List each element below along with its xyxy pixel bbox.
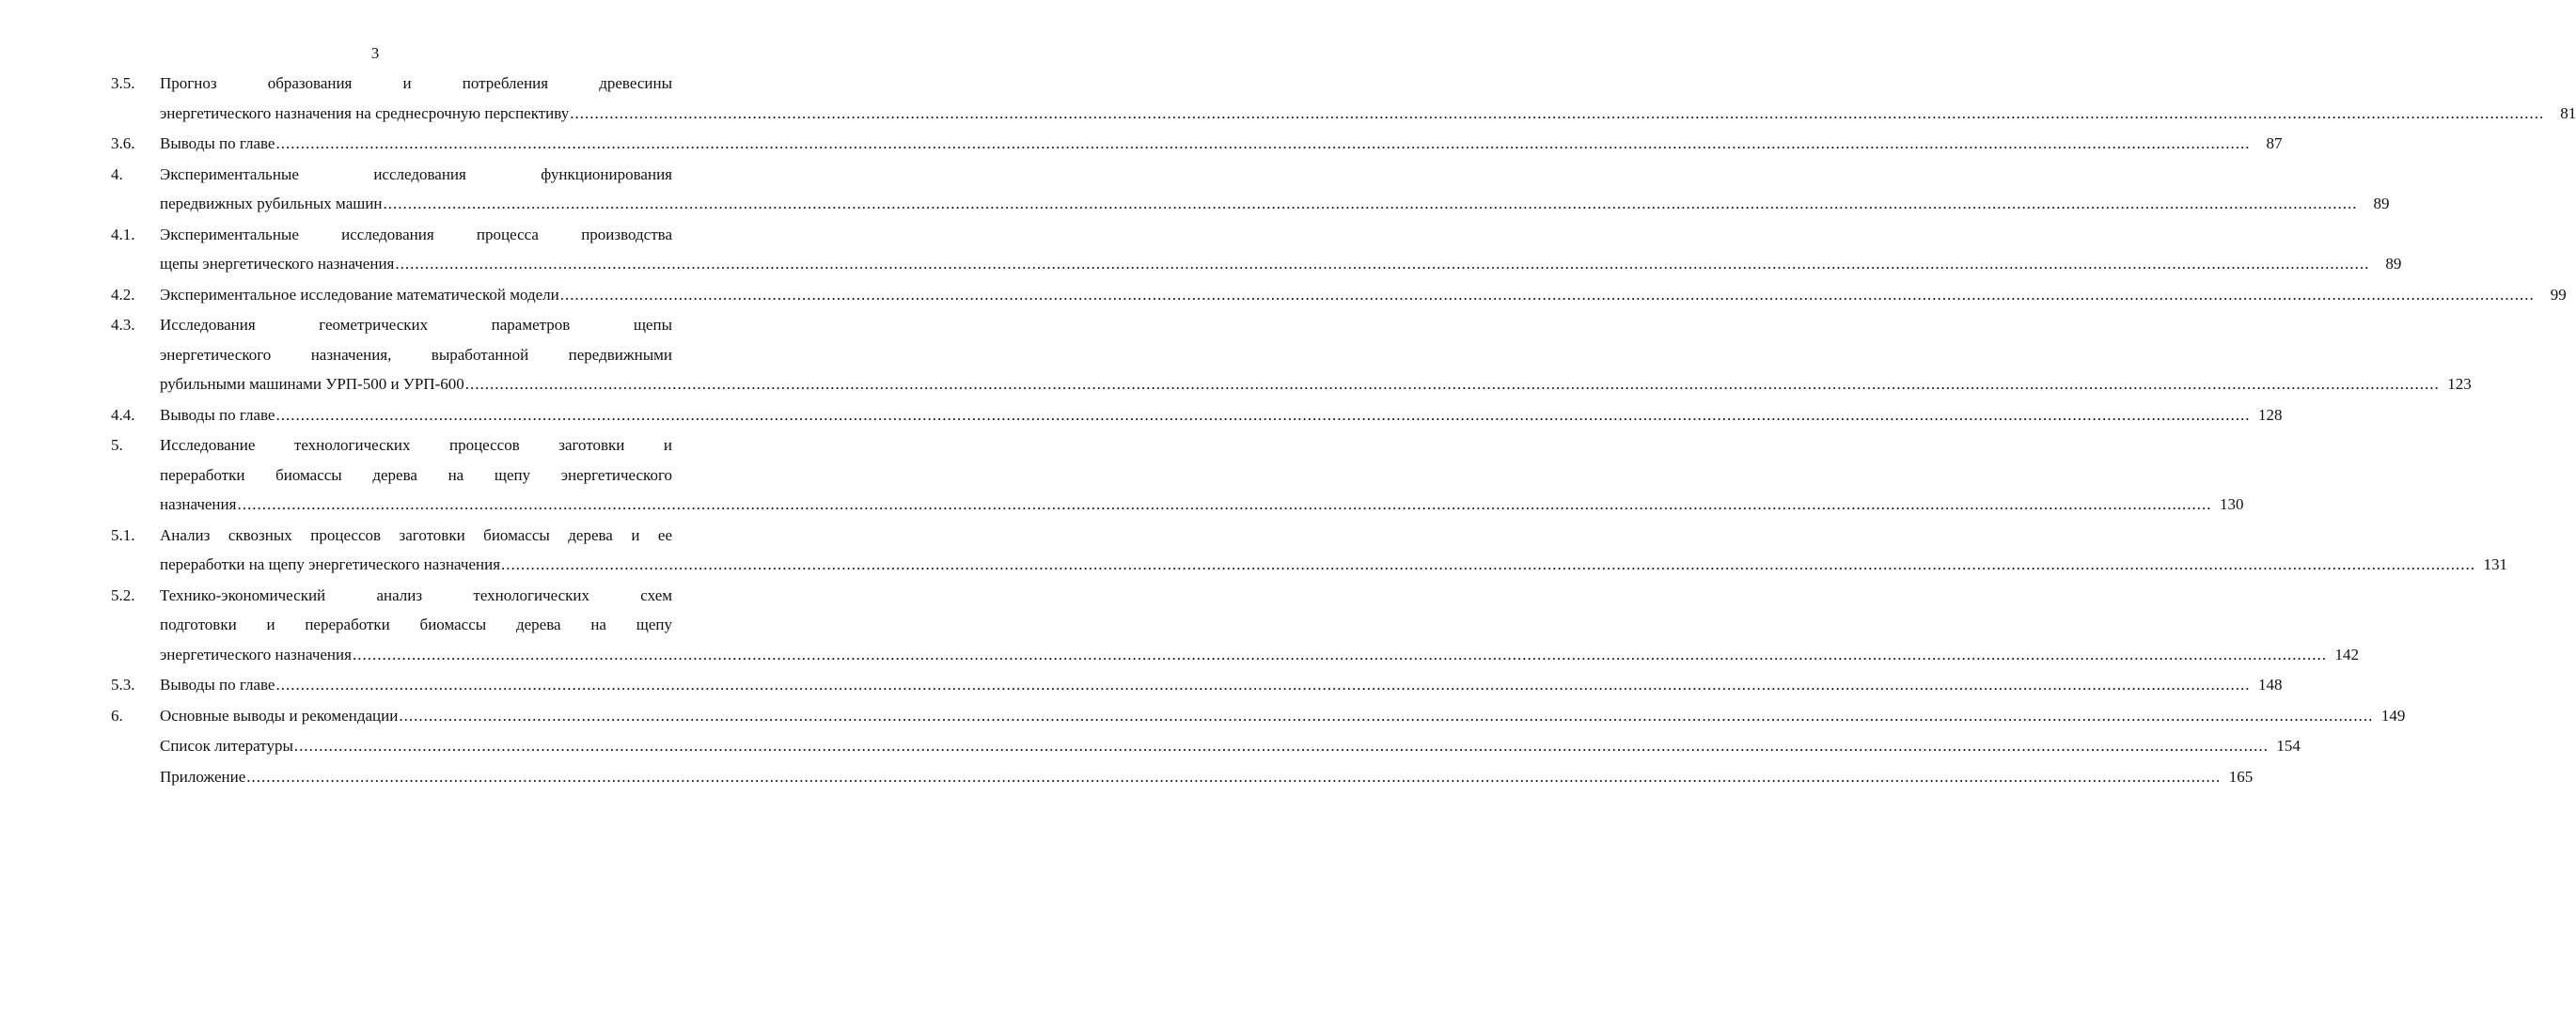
toc-entry-page: 154: [2276, 737, 2301, 755]
dot-leader: ................................................................................................................................................................................................................................................................................................................................................................................................................: [246, 767, 2222, 786]
toc-entry-body: [160, 310, 2472, 399]
dot-leader: ................................................................................................................................................................................................................................................................................................................................................................................................................: [293, 737, 2269, 755]
dot-leader: ................................................................................................................................................................................................................................................................................................................................................................................................................: [464, 375, 2440, 393]
toc-entry-page: 165: [2228, 767, 2254, 786]
toc-entry-body: [160, 581, 2359, 670]
toc-entry-leader-line: [160, 701, 2406, 731]
toc-entry[interactable]: [111, 430, 2244, 520]
toc-entry[interactable]: [111, 731, 2301, 761]
toc-entry-title: назначения: [160, 495, 237, 513]
toc-entry-title-line: переработки биомассы дерева на щепу энергетического: [160, 465, 672, 484]
toc-entry-number: 4.1.: [111, 225, 135, 243]
dot-leader: ................................................................................................................................................................................................................................................................................................................................................................................................................: [352, 645, 2327, 663]
toc-entry[interactable]: [111, 310, 2472, 399]
toc-entry-title-line: Анализ сквозных процессов заготовки биомассы дерева и ее: [160, 525, 672, 544]
toc-entry-body: [160, 280, 2567, 310]
toc-entry-number: 3.6.: [111, 134, 135, 152]
toc-entry-title-line: Экспериментальные исследования функционирования: [160, 164, 672, 183]
toc-entry-title: энергетического назначения: [160, 645, 352, 663]
toc-entry-title: Приложение: [160, 767, 246, 786]
dot-leader: ................................................................................................................................................................................................................................................................................................................................................................................................................: [399, 706, 2374, 725]
toc-entry-title: Выводы по главе: [160, 405, 275, 424]
toc-entry-title: щепы энергетического назначения: [160, 255, 395, 273]
toc-entry-page: 81: [2560, 103, 2576, 122]
toc-entry-body: [160, 430, 2244, 520]
toc-entry-number: 4.3.: [111, 316, 135, 334]
toc-entry-leader-line: [160, 640, 2359, 670]
toc-entry-title: Основные выводы и рекомендации: [160, 706, 399, 725]
toc-entry-title: Выводы по главе: [160, 676, 275, 694]
toc-entry-page: 128: [2257, 405, 2283, 424]
toc-entry-number: 6.: [111, 706, 123, 725]
toc-entry-number: 3.5.: [111, 74, 135, 92]
toc-entry[interactable]: [111, 160, 2390, 219]
toc-entry-page: 142: [2334, 645, 2359, 663]
toc-entry-leader-line: [160, 670, 2283, 700]
toc-entry-body: [160, 670, 2283, 700]
toc-entry-title-line: энергетического назначения, выработанной передвижными: [160, 345, 672, 364]
toc-entry-number: 4.: [111, 164, 123, 183]
toc-entry-page: 89: [2373, 195, 2390, 212]
toc-entry-title: Список литературы: [160, 737, 293, 755]
toc-entry[interactable]: [111, 129, 2283, 159]
toc-entry-number: 5.2.: [111, 585, 135, 604]
dot-leader: ................................................................................................................................................................................................................................................................................................................................................................................................................: [237, 495, 2212, 513]
toc-entry[interactable]: [111, 521, 2508, 580]
dot-leader: ................................................................................................................................................................................................................................................................................................................................................................................................................: [275, 134, 2251, 152]
toc-entry-title-line: подготовки и переработки биомассы дерева на щепу: [160, 616, 672, 633]
toc-entry-body: [160, 521, 2508, 580]
toc-entry[interactable]: [111, 400, 2283, 430]
toc-entry-body: [160, 400, 2283, 430]
toc-entry[interactable]: [111, 670, 2283, 700]
toc-entry-number: 4.2.: [111, 285, 135, 304]
toc-entry-leader-line: [160, 280, 2567, 310]
toc-entry[interactable]: [111, 701, 2406, 731]
toc-entry-title-line: Исследования геометрических параметров щепы: [160, 316, 672, 334]
toc-entry-body: [160, 220, 2402, 279]
toc-entry-body: [160, 701, 2406, 731]
toc-entry-title: рубильными машинами УРП-500 и УРП-600: [160, 375, 464, 393]
toc-entry-leader-line: [160, 99, 2576, 129]
dot-leader: ................................................................................................................................................................................................................................................................................................................................................................................................................: [275, 405, 2251, 424]
toc-entry-number: 5.3.: [111, 676, 135, 694]
toc-entry-leader-line: [160, 762, 2254, 792]
toc-entry-page: 123: [2447, 375, 2472, 393]
toc-entry-leader-line: [160, 189, 2390, 219]
toc-entry-body: [160, 160, 2390, 219]
toc-entry-title-line: Исследование технологических процессов заготовки и: [160, 436, 672, 454]
toc-entry[interactable]: [111, 220, 2402, 279]
dot-leader: ................................................................................................................................................................................................................................................................................................................................................................................................................: [570, 103, 2545, 122]
toc-entry[interactable]: [111, 762, 2254, 792]
toc-entry-title-line: Технико-экономический анализ технологических схем: [160, 585, 672, 604]
table-of-contents: [111, 69, 2576, 792]
toc-entry-number: 5.: [111, 436, 123, 454]
toc-entry-body: [160, 129, 2283, 159]
toc-entry[interactable]: [111, 69, 2576, 128]
toc-entry-page: 149: [2380, 706, 2406, 725]
toc-entry-body: [160, 69, 2576, 128]
toc-entry-leader-line: [160, 129, 2283, 159]
toc-entry-page: 131: [2483, 555, 2508, 573]
toc-entry-leader-line: [160, 249, 2402, 279]
toc-entry-page: 89: [2385, 255, 2402, 273]
toc-entry-title-line: Экспериментальные исследования процесса производства: [160, 225, 672, 243]
toc-entry-number: 5.1.: [111, 525, 135, 544]
toc-entry-title-line: Прогноз образования и потребления древесины: [160, 74, 672, 92]
toc-entry-title: Выводы по главе: [160, 134, 275, 152]
dot-leader: ................................................................................................................................................................................................................................................................................................................................................................................................................: [395, 255, 2370, 273]
toc-entry-leader-line: [160, 400, 2283, 430]
page-number: 3: [370, 44, 380, 62]
toc-entry-page: 148: [2257, 676, 2283, 694]
toc-entry-title: переработки на щепу энергетического назначения: [160, 555, 501, 573]
toc-entry-title: Экспериментальное исследование математической модели: [160, 285, 559, 304]
toc-entry[interactable]: [111, 581, 2359, 670]
toc-entry-leader-line: [160, 369, 2472, 399]
dot-leader: ................................................................................................................................................................................................................................................................................................................................................................................................................: [501, 555, 2476, 573]
toc-entry-page: 99: [2550, 285, 2567, 304]
dot-leader: ................................................................................................................................................................................................................................................................................................................................................................................................................: [559, 285, 2535, 304]
dot-leader: ................................................................................................................................................................................................................................................................................................................................................................................................................: [383, 195, 2358, 212]
toc-entry-body: [160, 731, 2301, 761]
dot-leader: ................................................................................................................................................................................................................................................................................................................................................................................................................: [275, 676, 2251, 694]
toc-entry-body: [160, 762, 2254, 792]
toc-entry-leader-line: [160, 731, 2301, 761]
toc-entry-title: энергетического назначения на среднесрочную перспективу: [160, 103, 570, 122]
toc-entry-page: 130: [2219, 495, 2244, 513]
toc-entry[interactable]: [111, 280, 2567, 310]
toc-entry-number: 4.4.: [111, 405, 135, 424]
toc-entry-leader-line: [160, 550, 2508, 580]
toc-entry-page: 87: [2266, 134, 2283, 152]
toc-entry-leader-line: [160, 490, 2244, 520]
toc-entry-title: передвижных рубильных машин: [160, 195, 383, 212]
